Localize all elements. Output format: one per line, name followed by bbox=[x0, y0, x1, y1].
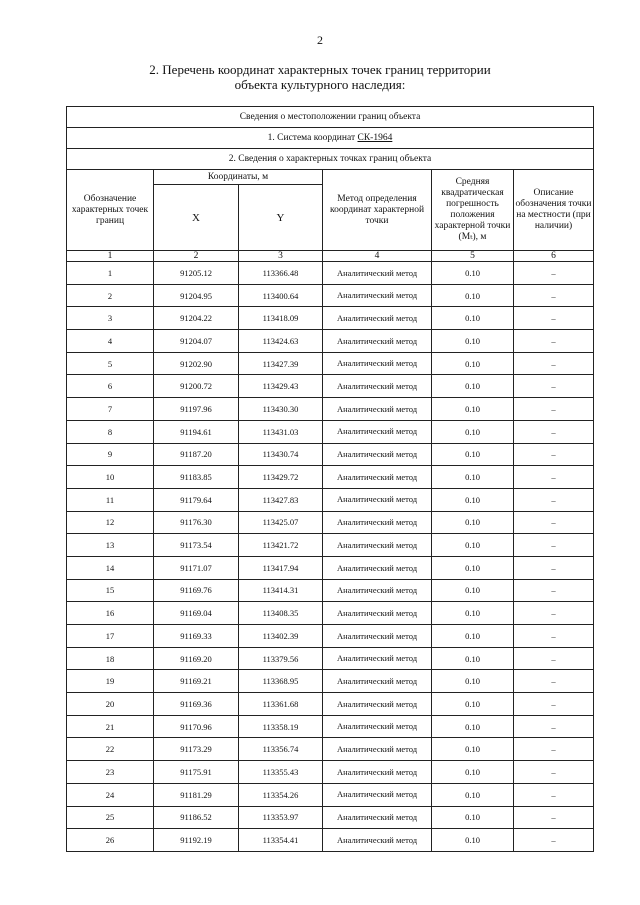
method: Аналитический метод bbox=[323, 511, 432, 534]
header-x: X bbox=[154, 185, 239, 251]
coord-y: 113354.26 bbox=[239, 783, 323, 806]
coord-x: 91181.29 bbox=[154, 783, 239, 806]
error-value: 0.10 bbox=[432, 488, 514, 511]
table-row bbox=[67, 534, 594, 557]
table-row bbox=[67, 602, 594, 625]
error-value: 0.10 bbox=[432, 806, 514, 829]
coord-y: 113356.74 bbox=[239, 738, 323, 761]
error-value: 0.10 bbox=[432, 398, 514, 421]
table-row bbox=[67, 715, 594, 738]
header-coordinates: Координаты, м bbox=[154, 170, 323, 185]
method: Аналитический метод bbox=[323, 534, 432, 557]
description: – bbox=[514, 262, 594, 285]
description: – bbox=[514, 602, 594, 625]
header-method: Метод определения координат характерной точки bbox=[323, 170, 432, 251]
description: – bbox=[514, 647, 594, 670]
coord-x: 91171.07 bbox=[154, 556, 239, 579]
table-row bbox=[67, 579, 594, 602]
error-value: 0.10 bbox=[432, 534, 514, 557]
method: Аналитический метод bbox=[323, 647, 432, 670]
point-number: 15 bbox=[67, 579, 154, 602]
error-value: 0.10 bbox=[432, 829, 514, 852]
coord-x: 91179.64 bbox=[154, 488, 239, 511]
error-value: 0.10 bbox=[432, 693, 514, 716]
coord-y: 113430.74 bbox=[239, 443, 323, 466]
error-value: 0.10 bbox=[432, 556, 514, 579]
point-number: 6 bbox=[67, 375, 154, 398]
table-row bbox=[67, 783, 594, 806]
description: – bbox=[514, 375, 594, 398]
error-value: 0.10 bbox=[432, 375, 514, 398]
table-row bbox=[67, 262, 594, 285]
method: Аналитический метод bbox=[323, 398, 432, 421]
point-number: 16 bbox=[67, 602, 154, 625]
coord-x: 91173.29 bbox=[154, 738, 239, 761]
method: Аналитический метод bbox=[323, 761, 432, 784]
description: – bbox=[514, 420, 594, 443]
points-info-row: 2. Сведения о характерных точках границ объекта bbox=[67, 149, 594, 170]
coord-y: 113361.68 bbox=[239, 693, 323, 716]
method: Аналитический метод bbox=[323, 829, 432, 852]
method: Аналитический метод bbox=[323, 262, 432, 285]
coord-x: 91183.85 bbox=[154, 466, 239, 489]
description: – bbox=[514, 534, 594, 557]
method: Аналитический метод bbox=[323, 693, 432, 716]
table-row bbox=[67, 420, 594, 443]
description: – bbox=[514, 829, 594, 852]
coord-y: 113418.09 bbox=[239, 307, 323, 330]
error-value: 0.10 bbox=[432, 420, 514, 443]
coord-y: 113431.03 bbox=[239, 420, 323, 443]
table-row bbox=[67, 829, 594, 852]
description: – bbox=[514, 307, 594, 330]
coord-x: 91192.19 bbox=[154, 829, 239, 852]
coord-x: 91194.61 bbox=[154, 420, 239, 443]
coord-x: 91170.96 bbox=[154, 715, 239, 738]
method: Аналитический метод bbox=[323, 783, 432, 806]
coord-y: 113353.97 bbox=[239, 806, 323, 829]
description: – bbox=[514, 511, 594, 534]
coordinates-table bbox=[66, 106, 594, 852]
method: Аналитический метод bbox=[323, 284, 432, 307]
coord-x: 91187.20 bbox=[154, 443, 239, 466]
table-row bbox=[67, 693, 594, 716]
coord-y: 113408.35 bbox=[239, 602, 323, 625]
coord-y: 113430.30 bbox=[239, 398, 323, 421]
point-number: 5 bbox=[67, 352, 154, 375]
coord-x: 91173.54 bbox=[154, 534, 239, 557]
point-number: 9 bbox=[67, 443, 154, 466]
table-row bbox=[67, 352, 594, 375]
point-number: 11 bbox=[67, 488, 154, 511]
page-number: 2 bbox=[317, 33, 323, 47]
description: – bbox=[514, 579, 594, 602]
heading-line-1: 2. Перечень координат характерных точек границ территории bbox=[149, 62, 491, 77]
error-value: 0.10 bbox=[432, 443, 514, 466]
description: – bbox=[514, 488, 594, 511]
table-row bbox=[67, 670, 594, 693]
description: – bbox=[514, 783, 594, 806]
method: Аналитический метод bbox=[323, 670, 432, 693]
method: Аналитический метод bbox=[323, 556, 432, 579]
table-row bbox=[67, 443, 594, 466]
coord-x: 91200.72 bbox=[154, 375, 239, 398]
header-designation: Обозначение характерных точек границ bbox=[67, 170, 154, 251]
method: Аналитический метод bbox=[323, 625, 432, 648]
header-error: Средняя квадратическая погрешность положения характерной точки (Mₜ), м bbox=[432, 170, 514, 251]
description: – bbox=[514, 443, 594, 466]
point-number: 4 bbox=[67, 330, 154, 353]
header-y: Y bbox=[239, 185, 323, 251]
error-value: 0.10 bbox=[432, 352, 514, 375]
column-number: 1 bbox=[67, 251, 154, 262]
method: Аналитический метод bbox=[323, 602, 432, 625]
error-value: 0.10 bbox=[432, 262, 514, 285]
method: Аналитический метод bbox=[323, 307, 432, 330]
method: Аналитический метод bbox=[323, 352, 432, 375]
method: Аналитический метод bbox=[323, 806, 432, 829]
method: Аналитический метод bbox=[323, 466, 432, 489]
point-number: 12 bbox=[67, 511, 154, 534]
description: – bbox=[514, 693, 594, 716]
header-description: Описание обозначения точки на местности (при наличии) bbox=[514, 170, 594, 251]
description: – bbox=[514, 806, 594, 829]
coord-y: 113400.64 bbox=[239, 284, 323, 307]
method: Аналитический метод bbox=[323, 488, 432, 511]
table-row bbox=[67, 375, 594, 398]
point-number: 22 bbox=[67, 738, 154, 761]
coord-x: 91169.76 bbox=[154, 579, 239, 602]
coord-x: 91204.07 bbox=[154, 330, 239, 353]
coord-y: 113358.19 bbox=[239, 715, 323, 738]
error-value: 0.10 bbox=[432, 466, 514, 489]
coord-x: 91169.04 bbox=[154, 602, 239, 625]
point-number: 13 bbox=[67, 534, 154, 557]
point-number: 24 bbox=[67, 783, 154, 806]
coord-y: 113402.39 bbox=[239, 625, 323, 648]
description: – bbox=[514, 670, 594, 693]
coordinate-system-row bbox=[67, 128, 594, 149]
coord-y: 113354.41 bbox=[239, 829, 323, 852]
table-row bbox=[67, 284, 594, 307]
point-number: 26 bbox=[67, 829, 154, 852]
coord-x: 91175.91 bbox=[154, 761, 239, 784]
table-row bbox=[67, 625, 594, 648]
point-number: 19 bbox=[67, 670, 154, 693]
coord-x: 91197.96 bbox=[154, 398, 239, 421]
error-value: 0.10 bbox=[432, 647, 514, 670]
description: – bbox=[514, 715, 594, 738]
coord-y: 113414.31 bbox=[239, 579, 323, 602]
table-row bbox=[67, 761, 594, 784]
coord-x: 91169.36 bbox=[154, 693, 239, 716]
error-value: 0.10 bbox=[432, 670, 514, 693]
method: Аналитический метод bbox=[323, 443, 432, 466]
point-number: 17 bbox=[67, 625, 154, 648]
column-number: 2 bbox=[154, 251, 239, 262]
table-row bbox=[67, 806, 594, 829]
point-number: 8 bbox=[67, 420, 154, 443]
method: Аналитический метод bbox=[323, 375, 432, 398]
coord-y: 113366.48 bbox=[239, 262, 323, 285]
error-value: 0.10 bbox=[432, 783, 514, 806]
coord-x: 91205.12 bbox=[154, 262, 239, 285]
error-value: 0.10 bbox=[432, 307, 514, 330]
point-number: 21 bbox=[67, 715, 154, 738]
method: Аналитический метод bbox=[323, 420, 432, 443]
point-number: 1 bbox=[67, 262, 154, 285]
coord-y: 113355.43 bbox=[239, 761, 323, 784]
coord-x: 91169.21 bbox=[154, 670, 239, 693]
error-value: 0.10 bbox=[432, 738, 514, 761]
column-number: 5 bbox=[432, 251, 514, 262]
point-number: 23 bbox=[67, 761, 154, 784]
coord-y: 113424.63 bbox=[239, 330, 323, 353]
table-title: Сведения о местоположении границ объекта bbox=[67, 107, 594, 128]
error-value: 0.10 bbox=[432, 715, 514, 738]
coord-y: 113429.43 bbox=[239, 375, 323, 398]
coord-x: 91204.95 bbox=[154, 284, 239, 307]
table-row bbox=[67, 738, 594, 761]
table-row bbox=[67, 511, 594, 534]
error-value: 0.10 bbox=[432, 625, 514, 648]
description: – bbox=[514, 625, 594, 648]
point-number: 7 bbox=[67, 398, 154, 421]
table-row bbox=[67, 307, 594, 330]
table-row bbox=[67, 647, 594, 670]
column-number: 3 bbox=[239, 251, 323, 262]
description: – bbox=[514, 738, 594, 761]
coord-x: 91176.30 bbox=[154, 511, 239, 534]
method: Аналитический метод bbox=[323, 579, 432, 602]
point-number: 3 bbox=[67, 307, 154, 330]
error-value: 0.10 bbox=[432, 330, 514, 353]
coord-x: 91169.33 bbox=[154, 625, 239, 648]
coord-y: 113427.83 bbox=[239, 488, 323, 511]
point-number: 18 bbox=[67, 647, 154, 670]
point-number: 20 bbox=[67, 693, 154, 716]
method: Аналитический метод bbox=[323, 715, 432, 738]
error-value: 0.10 bbox=[432, 579, 514, 602]
description: – bbox=[514, 398, 594, 421]
table-row bbox=[67, 466, 594, 489]
page-heading bbox=[0, 62, 640, 92]
coord-y: 113379.56 bbox=[239, 647, 323, 670]
table-row bbox=[67, 556, 594, 579]
coord-y: 113427.39 bbox=[239, 352, 323, 375]
error-value: 0.10 bbox=[432, 511, 514, 534]
description: – bbox=[514, 284, 594, 307]
column-number: 4 bbox=[323, 251, 432, 262]
coord-x: 91186.52 bbox=[154, 806, 239, 829]
coordinate-system-label: 1. Система координат bbox=[267, 133, 358, 143]
description: – bbox=[514, 556, 594, 579]
table-row bbox=[67, 398, 594, 421]
coordinate-system-name: СК-1964 bbox=[357, 133, 393, 143]
point-number: 25 bbox=[67, 806, 154, 829]
heading-line-2: объекта культурного наследия: bbox=[234, 77, 406, 92]
coord-x: 91202.90 bbox=[154, 352, 239, 375]
method: Аналитический метод bbox=[323, 738, 432, 761]
coord-y: 113421.72 bbox=[239, 534, 323, 557]
error-value: 0.10 bbox=[432, 284, 514, 307]
point-number: 2 bbox=[67, 284, 154, 307]
table-row bbox=[67, 330, 594, 353]
coord-y: 113429.72 bbox=[239, 466, 323, 489]
point-number: 10 bbox=[67, 466, 154, 489]
description: – bbox=[514, 761, 594, 784]
table-row bbox=[67, 488, 594, 511]
description: – bbox=[514, 330, 594, 353]
coord-y: 113425.07 bbox=[239, 511, 323, 534]
method: Аналитический метод bbox=[323, 330, 432, 353]
error-value: 0.10 bbox=[432, 761, 514, 784]
coord-x: 91169.20 bbox=[154, 647, 239, 670]
description: – bbox=[514, 352, 594, 375]
error-value: 0.10 bbox=[432, 602, 514, 625]
coord-y: 113417.94 bbox=[239, 556, 323, 579]
column-number: 6 bbox=[514, 251, 594, 262]
description: – bbox=[514, 466, 594, 489]
coord-y: 113368.95 bbox=[239, 670, 323, 693]
coord-x: 91204.22 bbox=[154, 307, 239, 330]
point-number: 14 bbox=[67, 556, 154, 579]
